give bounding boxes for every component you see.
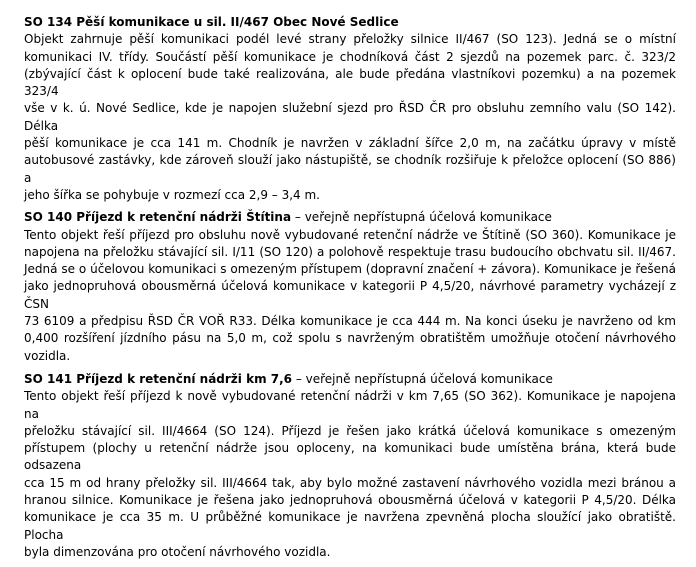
section-title: SO 141 Příjezd k retenční nádrži km 7,6 — [24, 371, 293, 386]
section-heading — [24, 209, 676, 226]
paragraph-line: jeho šířka se pohybuje v rozmezí cca 2,9 – 3,4 m. — [24, 187, 320, 202]
paragraph-line: vozidla. — [24, 348, 71, 363]
paragraph-line: 0,400 rozšíření jízdního pásu na 5,0 m, což spolu s navrženým obratištěm umožňuje otočení návrhového — [24, 331, 676, 346]
paragraph-line: přeložku stávající sil. III/4664 (SO 124). Příjezd je řešen jako krátká účelová komunikace s omezeným — [24, 423, 676, 438]
section-subtitle: – veřejně nepřístupná účelová komunikace — [292, 371, 553, 386]
paragraph-line: komunikace je cca 35 m. U průběžné komunikace je navržena zpevněná plocha sloužící jako obratiště. Plocha — [24, 510, 676, 542]
paragraph-line: Objekt zahrnuje pěší komunikaci podél levé strany přeložky silnice II/467 (SO 123). Jedná se o místní — [24, 32, 676, 47]
paragraph-line: (zbývající část k oplocení bude také realizována, ale bude předána vlastníkovi pozemku) a na pozemek 323/4 — [24, 66, 676, 99]
section-so-134 — [24, 14, 676, 204]
section-heading — [24, 371, 676, 388]
paragraph-line: napojena na přeložku stávající sil. I/11 (SO 120) a polohově respektuje trasu budoucího obchvatu sil. II/467. — [24, 244, 676, 259]
paragraph-line: Tento objekt řeší příjezd k nově vybudované retenční nádrži v km 7,65 (SO 362). Komunikace je napojena na — [24, 389, 676, 421]
paragraph-line: autobusové zastávky, kde zároveň slouží jako nástupiště, se chodník rozšiřuje k přeložce oplocení (SO 886) a — [24, 153, 676, 185]
section-so-140 — [24, 209, 676, 365]
paragraph-line: Tento objekt řeší příjezd pro obsluhu nově vybudované retenční nádrže ve Štítině (SO 360). Komunikace je — [24, 227, 676, 242]
document-page — [24, 14, 676, 567]
paragraph-line: 73 6109 a předpisu ŘSD ČR VOŘ R33. Délka komunikace je cca 444 m. Na konci úseku je navrženo od km — [24, 314, 676, 329]
paragraph-line: vše v k. ú. Nové Sedlice, kde je napojen služební sjezd pro ŘSD ČR pro obsluhu zemního valu (SO 142). Délka — [24, 101, 676, 133]
section-heading — [24, 14, 676, 31]
section-subtitle: – veřejně nepřístupná účelová komunikace — [291, 210, 552, 225]
paragraph-line: Jedná se o účelovou komunikaci s omezeným přístupem (dopravní značení + závora). Komunikace je řešená — [24, 262, 676, 277]
section-so-141 — [24, 371, 676, 561]
section-title: SO 140 Příjezd k retenční nádrži Štítina — [24, 210, 292, 225]
section-title: SO 134 Pěší komunikace u sil. II/467 Obec Nové Sedlice — [24, 15, 399, 29]
paragraph-line: hranou silnice. Komunikace je řešena jako jednopruhová obousměrná účelová v kategorii P 4,5/20. Délka — [24, 493, 676, 508]
paragraph-line: byla dimenzována pro otočení návrhového vozidla. — [24, 544, 331, 559]
paragraph-line: cca 15 m od hrany přeložky sil. III/4664 tak, aby bylo možné zastavení návrhového vozidla mezi bránou a — [24, 475, 676, 490]
paragraph-line: pěší komunikace je cca 141 m. Chodník je navržen v základní šířce 2,0 m, na začátku úpravy v místě — [24, 136, 676, 151]
paragraph-line: komunikaci IV. třídy. Součástí pěší komunikace je chodníková část 2 sjezdů na pozemek parc. č. 323/2 — [24, 49, 676, 64]
paragraph-line: jako jednopruhová obousměrná účelová komunikace v kategorii P 4,5/20, návrhové parametry vycházejí z ČSN — [24, 279, 676, 311]
paragraph-line: přístupem (plochy u retenční nádrže jsou oploceny, na komunikaci bude umístěna brána, která bude odsazena — [24, 441, 676, 473]
